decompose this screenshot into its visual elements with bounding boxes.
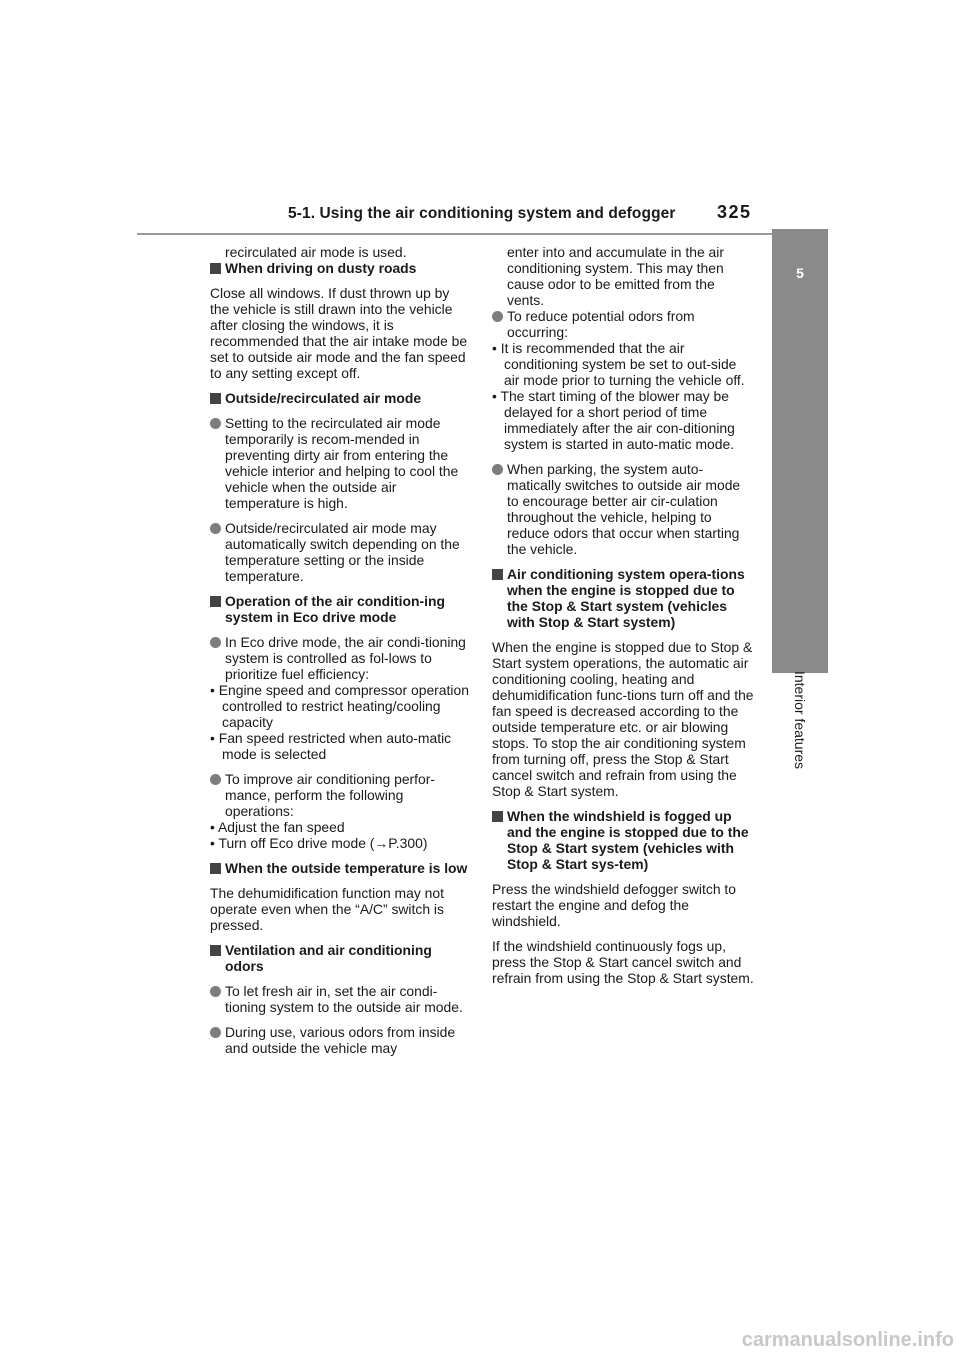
section-heading: Outside/recirculated air mode: [210, 390, 472, 406]
bullet-item: When parking, the system auto-matically switches to outside air mode to encourage better air cir-culation throughout the vehicle, helping to reduce odors that occur when starting the vehicle.: [492, 461, 754, 557]
section-heading: Air conditioning system opera-tions when the engine is stopped due to the Stop & Start system (vehicles with Stop & Start system): [492, 566, 754, 630]
header-rule: [137, 233, 823, 235]
watermark: carmanualsonline.info: [741, 1329, 954, 1351]
running-header: 5-1. Using the air conditioning system and defogger: [288, 205, 676, 222]
bullet-item: During use, various odors from inside and outside the vehicle may: [210, 1024, 472, 1056]
right-column: [492, 244, 754, 995]
paragraph: The dehumidification function may not operate even when the “A/C” switch is pressed.: [210, 885, 444, 933]
sub-item: • The start timing of the blower may be delayed for a short period of time immediately after the air con-ditioning system is started in auto-matic mode.: [492, 388, 735, 452]
bullet-item: To reduce potential odors from occurring:: [492, 308, 754, 340]
circle-bullet-icon: [492, 464, 503, 475]
circle-bullet-icon: [210, 418, 221, 429]
square-bullet-icon: [492, 569, 503, 580]
square-bullet-icon: [492, 811, 503, 822]
bullet-item: Outside/recirculated air mode may automatically switch depending on the temperature setting or the inside temperature.: [210, 520, 472, 584]
chapter-tab-label: Interior features: [792, 670, 808, 770]
section-heading: Operation of the air condition-ing system in Eco drive mode: [210, 593, 472, 625]
sub-item: • Adjust the fan speed: [210, 819, 345, 835]
circle-bullet-icon: [210, 774, 221, 785]
bullet-group: [210, 634, 472, 762]
square-bullet-icon: [210, 945, 221, 956]
square-bullet-icon: [210, 863, 221, 874]
paragraph: recirculated air mode is used.: [225, 244, 407, 260]
square-bullet-icon: [210, 393, 221, 404]
square-bullet-icon: [210, 596, 221, 607]
paragraph: Press the windshield defogger switch to restart the engine and defog the windshield.: [492, 881, 736, 929]
circle-bullet-icon: [492, 311, 503, 322]
circle-bullet-icon: [210, 1027, 221, 1038]
bullet-item: To improve air conditioning perfor-mance, perform the following operations:: [210, 771, 472, 819]
section-heading: Ventilation and air conditioning odors: [210, 942, 472, 974]
chapter-tab: [772, 229, 828, 673]
circle-bullet-icon: [210, 523, 221, 534]
sub-item: • Fan speed restricted when auto-matic mode is selected: [210, 730, 452, 762]
paragraph: Close all windows. If dust thrown up by the vehicle is still drawn into the vehicle after closing the windows, it is recommended that the air intake mode be set to outside air mode and the fan speed to any setting except off.: [210, 285, 468, 381]
page-reference: • Turn off Eco drive mode (→P.300): [210, 835, 428, 851]
circle-bullet-icon: [210, 986, 221, 997]
paragraph: enter into and accumulate in the air conditioning system. This may then cause odor to be emitted from the vents.: [507, 244, 724, 308]
bullet-item: Setting to the recirculated air mode temporarily is recom-mended in preventing dirty air from entering the vehicle interior and helping to cool the vehicle when the outside air temperature is high.: [210, 415, 472, 511]
square-bullet-icon: [210, 263, 221, 274]
circle-bullet-icon: [210, 637, 221, 648]
sub-item: • Engine speed and compressor operation controlled to restrict heating/cooling capacity: [210, 682, 469, 730]
bullet-group: [210, 771, 472, 851]
page-number: 325: [717, 202, 752, 222]
bullet-group: [492, 308, 754, 452]
bullet-item: To let fresh air in, set the air condi-tioning system to the outside air mode.: [210, 983, 472, 1015]
left-column: [210, 244, 472, 1065]
bullet-item: In Eco drive mode, the air condi-tioning system is controlled as fol-lows to prioritize fuel efficiency:: [210, 634, 472, 682]
sub-item: • It is recommended that the air conditioning system be set to out-side air mode prior to turning the vehicle off.: [492, 340, 745, 388]
paragraph: When the engine is stopped due to Stop & Start system operations, the automatic air conditioning cooling, heating and dehumidification func-tions turn off and the fan speed is decreased according to the outside temperature etc. or air blowing stops. To stop the air conditioning system from turning off, press the Stop & Start cancel switch and refrain from using the Stop & Start system.: [492, 639, 754, 799]
section-heading: When the windshield is fogged up and the engine is stopped due to the Stop & Start system (vehicles with Stop & Start sys-tem): [492, 808, 754, 872]
section-heading: When driving on dusty roads: [210, 260, 472, 276]
paragraph: If the windshield continuously fogs up, press the Stop & Start cancel switch and refrain from using the Stop & Start system.: [492, 938, 754, 986]
chapter-tab-number: 5: [796, 265, 804, 281]
section-heading: When the outside temperature is low: [210, 860, 472, 876]
